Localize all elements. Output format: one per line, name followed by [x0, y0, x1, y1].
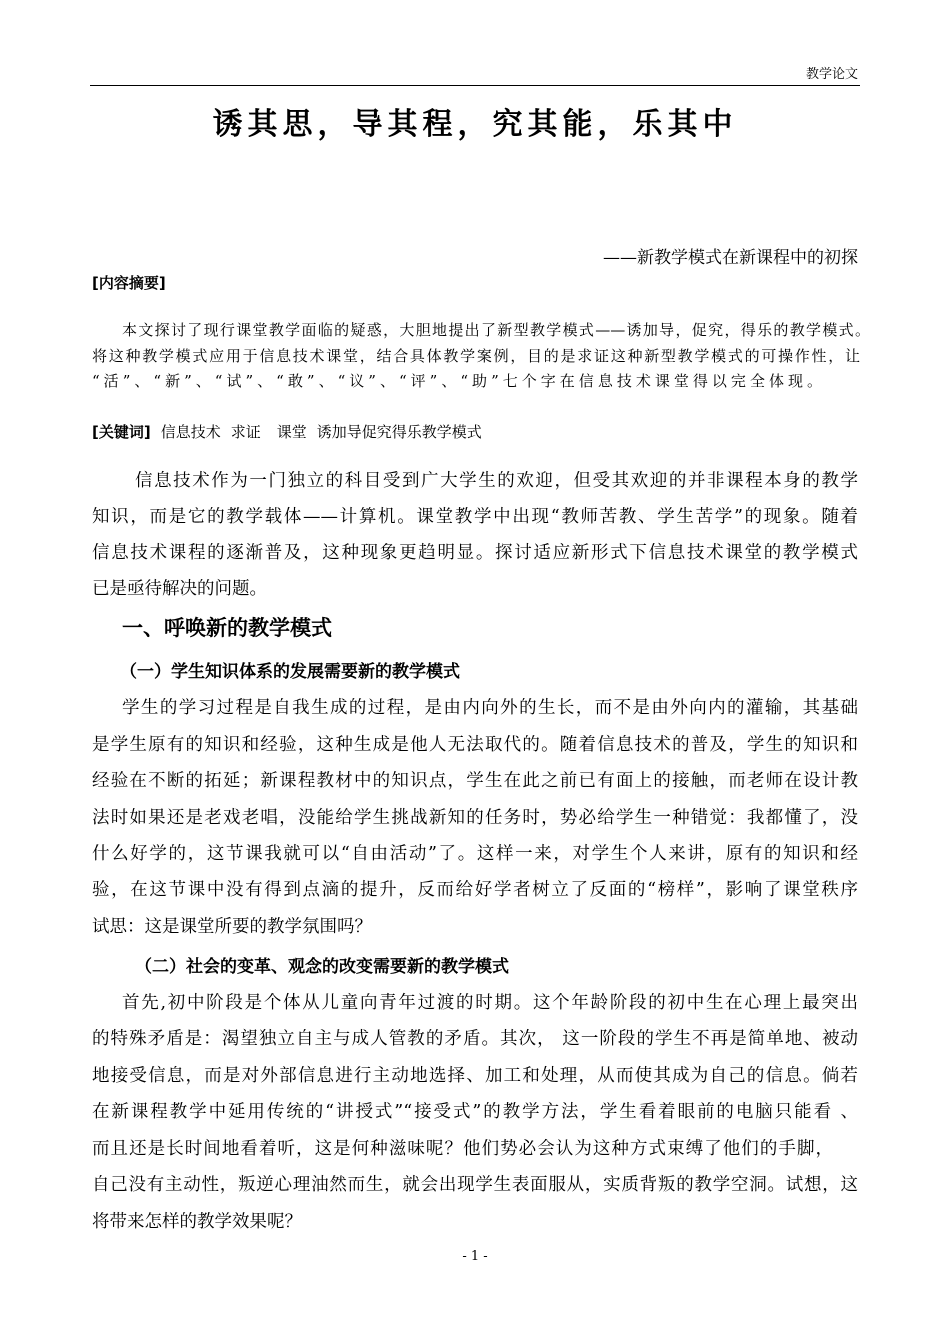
abstract-label: [内容摘要]: [92, 274, 166, 292]
section-heading: 一、呼唤新的教学模式: [122, 616, 332, 640]
paragraph-line: 的特殊矛盾是：渴望独立自主与成人管教的矛盾。其次， 这一阶段的学生不再是简单地、被动: [92, 1029, 858, 1049]
intro-line: 知识，而是它的教学载体——计算机。课堂教学中出现“教师苦教、学生苦学”的现象。随着: [92, 507, 858, 527]
paragraph-line: 将带来怎样的教学效果呢？: [92, 1212, 302, 1232]
paragraph-line: 学生的学习过程是自我生成的过程，是由内向外的生长，而不是由外向内的灌输，其基础: [122, 698, 858, 718]
abstract-line: 将这种教学模式应用于信息技术课堂，结合具体教学案例，目的是求证这种新型教学模式的可操作性，让: [92, 347, 860, 365]
paragraph-line: 是学生原有的知识和经验，这种生成是他人无法取代的。随着信息技术的普及，学生的知识和: [92, 735, 858, 755]
abstract-line: “活”、“新”、“试”、“敢”、“议”、“评”、“助”七个字在信息技术课堂得以完全体现。: [92, 372, 822, 390]
intro-line: 信息技术作为一门独立的科目受到广大学生的欢迎，但受其欢迎的并非课程本身的教学: [135, 471, 858, 491]
header-label: 教学论文: [805, 67, 858, 82]
subsection-heading: （二）社会的变革、观念的改变需要新的教学模式: [135, 957, 509, 977]
keyword: 课堂: [276, 423, 307, 441]
page-title: 诱其思，导其程，究其能，乐其中: [212, 107, 738, 142]
abstract-line: 本文探讨了现行课堂教学面临的疑惑，大胆地提出了新型教学模式——诱加导，促究，得乐的教学模式。: [122, 321, 870, 339]
paragraph-line: 首先,初中阶段是个体从儿童向青年过渡的时期。这个年龄阶段的初中生在心理上最突出: [122, 993, 858, 1013]
paragraph-line: 在新课程教学中延用传统的“讲授式”“接受式”的教学方法，学生看着眼前的电脑只能看 、: [92, 1102, 858, 1122]
header-rule: [90, 85, 860, 86]
page-subtitle: ——新教学模式在新课程中的初探: [603, 248, 858, 268]
paragraph-line: 验，在这节课中没有得到点滴的提升，反而给好学者树立了反面的“榜样”，影响了课堂秩序: [92, 880, 858, 900]
keyword: 求证: [230, 423, 261, 441]
paragraph-line: 地接受信息，而是对外部信息进行主动地选择、加工和处理，从而使其成为自己的信息。倘若: [92, 1066, 858, 1086]
paragraph-line: 自己没有主动性，叛逆心理油然而生，就会出现学生表面服从，实质背叛的教学空洞。试想，这: [92, 1175, 858, 1195]
keyword: 信息技术: [160, 423, 221, 441]
page-number: - 1 -: [462, 1249, 488, 1264]
paragraph-line: 什么好学的，这节课我就可以“自由活动”了。这样一来，对学生个人来讲，原有的知识和经: [92, 844, 858, 864]
subsection-heading: （一）学生知识体系的发展需要新的教学模式: [120, 662, 460, 682]
paragraph-line: 而且还是长时间地看着听，这是何种滋味呢？他们势必会认为这种方式束缚了他们的手脚，: [92, 1139, 833, 1159]
paragraph-line: 经验在不断的拓延；新课程教材中的知识点，学生在此之前已有面上的接触，而老师在设计教: [92, 771, 858, 791]
keyword: 诱加导促究得乐教学模式: [316, 423, 482, 441]
paragraph-line: 法时如果还是老戏老唱，没能给学生挑战新知的任务时，势必给学生一种错觉：我都懂了，没: [92, 808, 858, 828]
paragraph-line: 试思：这是课堂所要的教学氛围吗？: [92, 917, 372, 937]
keywords: [92, 421, 482, 443]
keywords-label: [关键词]: [92, 423, 151, 441]
intro-line: 已是亟待解决的问题。: [92, 579, 267, 599]
intro-line: 信息技术课程的逐渐普及，这种现象更趋明显。探讨适应新形式下信息技术课堂的教学模式: [92, 543, 858, 563]
